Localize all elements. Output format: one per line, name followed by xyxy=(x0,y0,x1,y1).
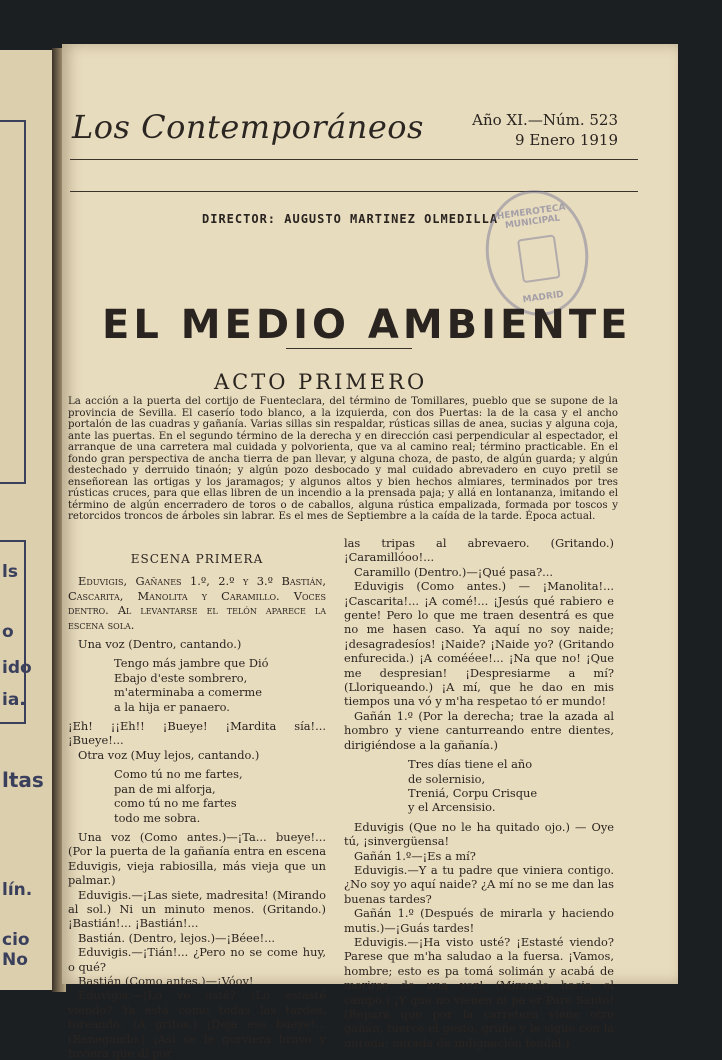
dialogue-line: Caramillo (Dentro.)—¡Qué pasa?... xyxy=(354,564,554,579)
left-page-fragment xyxy=(0,50,54,990)
left-page-text: ido xyxy=(2,658,32,678)
left-page-text: ls xyxy=(2,562,18,582)
dialogue-line: Una voz (Como antes.)—¡Ta... bueye!... (Por la puerta de la gañanía entra en escena Eduvigis, vieja rabiosilla, más vieja que un palmar.) xyxy=(68,829,326,888)
left-page-text: o xyxy=(2,622,14,642)
left-page-text: ia. xyxy=(2,690,26,710)
verse-line: como tú no me fartes xyxy=(114,796,237,811)
dialogue-line: Gañán 1.º—¡Es a mí? xyxy=(354,848,476,863)
left-page-text: cio No xyxy=(2,930,30,970)
left-column xyxy=(68,536,326,1060)
verse-line: y el Arcensisio. xyxy=(408,800,496,815)
verse-line: Como tú no me fartes, xyxy=(114,767,243,782)
dialogue-line: Bastián (Como antes.)—¡Vóoy! xyxy=(78,973,254,988)
right-column xyxy=(344,536,614,1050)
masthead-title: Los Contemporáneos xyxy=(72,108,424,146)
left-page-text: lín. xyxy=(2,880,33,900)
dialogue-line: Eduvigis.—¡Lo ve usté? ¡Lo estasté viendo? Ya está como todas las tardes, toreando. (A gritos.) ¡Deja ese bueye!... (Renegando.) ¡Así se le gorviera bravo y tuviera que dí por xyxy=(68,988,326,1060)
verse-line: pan de mi alforja, xyxy=(114,781,216,796)
issue-number: Año XI.—Núm. 523 xyxy=(472,111,618,129)
dialogue-line: Gañán 1.º (Después de mirarla y haciendo mutis.)—¡Guás tardes! xyxy=(344,906,614,935)
dialogue-line: Eduvigis (Que no le ha quitado ojo.) — Oye tú, ¡sinvergüensa! xyxy=(344,819,614,849)
director-line: DIRECTOR: AUGUSTO MARTINEZ OLMEDILLA xyxy=(202,212,499,226)
masthead-rule xyxy=(70,159,638,160)
director-rule xyxy=(70,191,638,192)
dialogue-line: las tripas al abrevaero. (Gritando.) ¡Caramillóoo!... xyxy=(344,536,614,565)
magazine-page xyxy=(62,44,678,1060)
play-title: EL MEDIO AMBIENTE xyxy=(102,302,632,348)
verse-line: m'aterminaba a comerme xyxy=(114,685,262,700)
verse-line: Tres días tiene el año xyxy=(408,757,533,772)
dialogue-line: Eduvigis.—¡Las siete, madresita! (Mirando al sol.) Ni un minuto menos. (Gritando.) ¡Bastián!... ¡Bastián!... xyxy=(68,887,326,931)
verse-line: a la hija er panaero. xyxy=(114,699,230,714)
act-heading: ACTO PRIMERO xyxy=(214,370,428,394)
issue-date: 9 Enero 1919 xyxy=(515,131,618,149)
dialogue-line: Eduvigis.—¡Tián!... ¿Pero no se come huy, o qué? xyxy=(68,945,326,974)
stamp-seal-icon xyxy=(517,234,561,283)
dialogue-line: Gañán 1.º (Por la derecha; trae la azada al hombro y viene canturreando entre dientes, dirigiéndose a la gañanía.) xyxy=(344,708,614,752)
song-verse xyxy=(68,656,326,714)
verse-line: Tengo más jambre que Dió xyxy=(114,656,269,671)
left-page-text: ltas xyxy=(2,768,44,792)
scene-heading: ESCENA PRIMERA xyxy=(130,552,264,566)
verse-line: de solernisio, xyxy=(408,771,486,786)
verse-line: Treniá, Corpu Crisque xyxy=(408,785,538,800)
song-verse xyxy=(68,767,326,825)
dialogue-line: ¡Eh! ¡¡Eh!! ¡Bueye! ¡Mardita sía!... ¡Bueye!... xyxy=(68,719,326,748)
dialogue-line: Bastián. (Dentro, lejos.)—¡Béee!... xyxy=(78,930,276,945)
stage-directions: La acción a la puerta del cortijo de Fuenteclara, del término de Tomillares, pueblo que se supone de la provincia de Sevilla. El caserío todo blanco, a la izquierda, con dos Puertas: la de la casa y el ancho portalón de las cuadras y gañanía. Varias sillas sin respaldar, rústicas sillas de anea, sucias y alguna coja, ante las puertas. En el segundo término de la derecha y en dirección casi perpendicular al espectador, el arranque de una carretera mal cuidada y polvorienta, que va al camino real; término practicable. En el fondo gran perspectiva de ancha tierra de pan llevar, y alguna choza, de pasto, de algún guarda; y algún destechado y derruido tinaón; y algún pozo desbocado y mal cuidado abrevadero en cuyo pretil se enseñorean las ortigas y los jaramagos; y algunos altos y bien hechos almiares, terminados por tres rústicas cruces, para que ellas libren de un incendio a la prensada paja; y allá en lontananza, imitando el término de algún encerradero de toros o de caballos, alguna rústica empalizada, formada por toscos y retorcidos troncos de árboles sin labrar. Es el mes de Septiembre a la caída de la tarde. Época actual. xyxy=(68,396,618,522)
cast-list: Eduvigis, Gañanes 1.º, 2.º y 3.º Bastián, Cascarita, Manolita y Caramillo. Voces dentro. Al levantarse el telón aparece la escena sola. xyxy=(68,574,326,632)
dialogue-line: Eduvigis.—¡Ha visto usté? ¡Estasté viendo? Parese que m'ha saludao a la fuersa. ¡Vamos, hombre; esto es pa tomá solimán y acabá de morirse de una vez! (Mirando hacia el campo.) ¡Y que no vienen ni pa er Pare Santo! (Repara que por la carretera viene otro gañán, tuerce el gesto, gruñe y le sigue con la mirada; mirada de indignación feudal.) xyxy=(344,934,614,1050)
stamp-bottom-text: MADRID xyxy=(522,289,565,306)
dialogue-line: Eduvigis (Como antes.) — ¡Manolita!... ¡Cascarita!... ¡A comé!... ¡Jesús qué rabiero e gente! Pero lo que me traen desentrá es que no me hasen caso. Ya aquí no soy naide; ¡desagradesíos! ¡Naide? ¡Naide yo? (Gritando enfurecida.) ¡A comééee!... ¡Na que no! ¡Que me despresian! ¡Despresiarme a mí? (Lloriqueando.) ¡A mí, que he dao en mis tiempos una vó y m'ha respetao tó er mundo! xyxy=(344,579,614,709)
dialogue-line: Otra voz (Muy lejos, cantando.) xyxy=(78,747,260,762)
title-rule xyxy=(286,348,412,349)
dialogue-line: Una voz (Dentro, cantando.) xyxy=(78,637,242,652)
left-page-frame xyxy=(0,120,26,484)
dialogue-line: Eduvigis.—Y a tu padre que viniera contigo. ¿No soy yo aquí naide? ¿A mí no se me dan las buenas tardes? xyxy=(344,862,614,906)
song-verse xyxy=(344,757,614,815)
verse-line: Ebajo d'este sombrero, xyxy=(114,670,248,685)
issue-info xyxy=(472,110,618,150)
verse-line: todo me sobra. xyxy=(114,810,201,825)
stamp-top-text: HEMEROTECA MUNICIPAL xyxy=(496,202,567,232)
